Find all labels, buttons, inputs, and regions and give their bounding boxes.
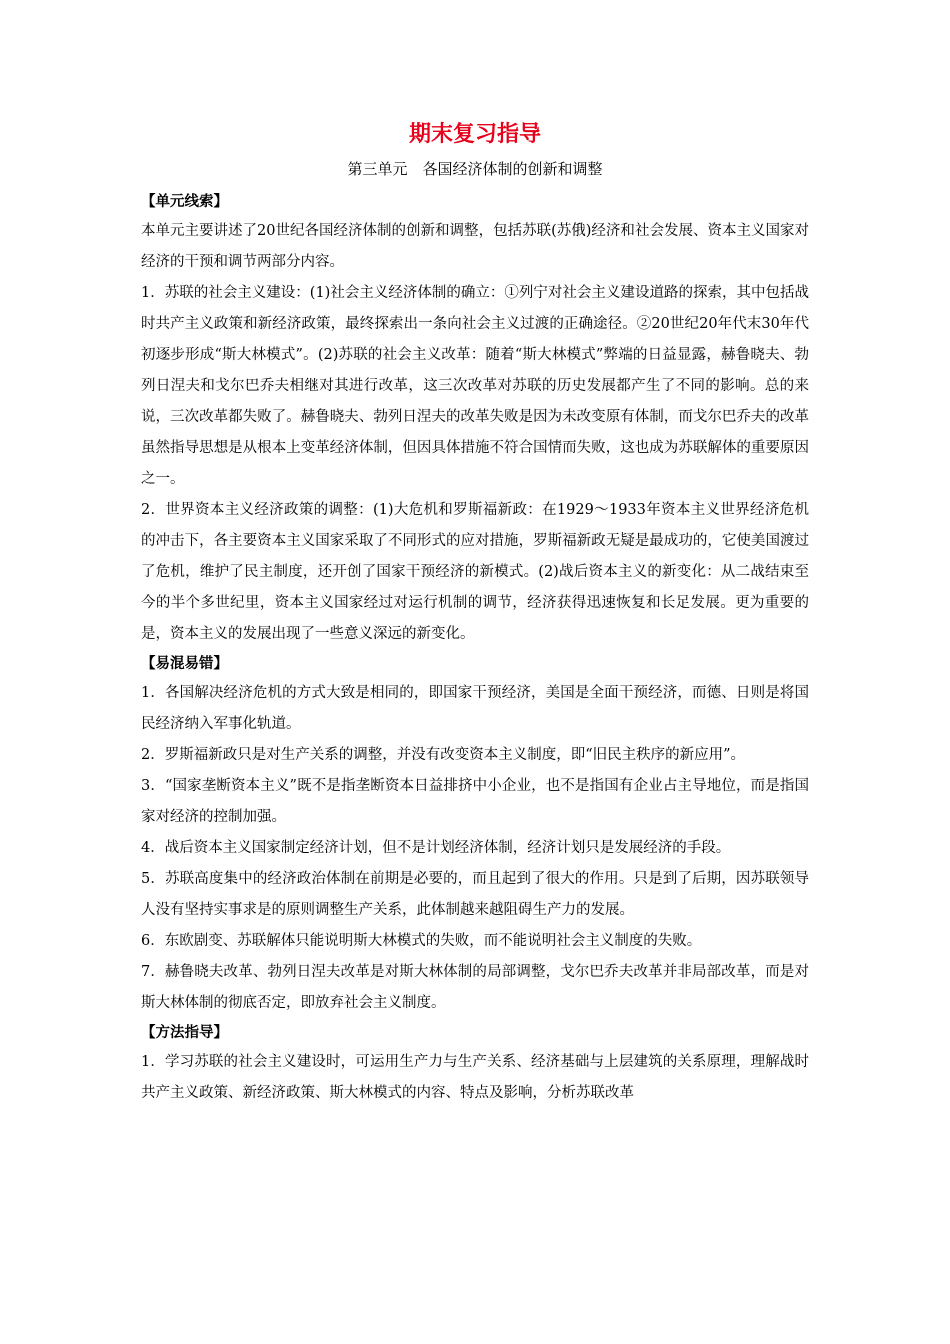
paragraph: 2．罗斯福新政只是对生产关系的调整，并没有改变资本主义制度，即“旧民主秩序的新应用”。 (141, 747, 746, 763)
paragraph: 6．东欧剧变、苏联解体只能说明斯大林模式的失败，而不能说明社会主义制度的失败。 (141, 933, 702, 949)
section-unit-clues (141, 188, 809, 650)
paragraph: 2．世界资本主义经济政策的调整：(1)大危机和罗斯福新政：在1929～1933年资本主义世界经济危机的冲击下，各主要资本主义国家采取了不同形式的应对措施，罗斯福新政无疑是最成功的，它使美国渡过了危机，维护了民主制度，还开创了国家干预经济的新模式。(2)战后资本主义的新变化：从二战结束至今的半个多世纪里，资本主义国家经过对运行机制的调节，经济获得迅速恢复和长足发展。更为重要的是，资本主义的发展出现了一些意义深远的新变化。 (141, 502, 809, 642)
section-heading: 【易混易错】 (141, 656, 228, 672)
paragraph: 1．学习苏联的社会主义建设时，可运用生产力与生产关系、经济基础与上层建筑的关系原理，理解战时共产主义政策、新经济政策、斯大林模式的内容、特点及影响，分析苏联改革 (141, 1054, 809, 1101)
paragraph: 本单元主要讲述了20世纪各国经济体制的创新和调整，包括苏联(苏俄)经济和社会发展、资本主义国家对经济的干预和调节两部分内容。 (141, 223, 809, 270)
document-title: 期末复习指导 (408, 122, 541, 147)
paragraph: 7．赫鲁晓夫改革、勃列日涅夫改革是对斯大林体制的局部调整，戈尔巴乔夫改革并非局部改革，而是对斯大林体制的彻底否定，即放弃社会主义制度。 (141, 964, 809, 1011)
paragraph: 3．“国家垄断资本主义”既不是指垄断资本日益排挤中小企业，也不是指国有企业占主导地位，而是指国家对经济的控制加强。 (141, 778, 809, 825)
section-heading: 【方法指导】 (141, 1025, 228, 1041)
document-content (141, 118, 809, 1109)
paragraph: 1．各国解决经济危机的方式大致是相同的，即国家干预经济，美国是全面干预经济，而德、日则是将国民经济纳入军事化轨道。 (141, 685, 809, 732)
section-heading: 【单元线索】 (141, 194, 228, 210)
paragraph: 4．战后资本主义国家制定经济计划，但不是计划经济体制，经济计划只是发展经济的手段。 (141, 840, 731, 856)
document-subtitle: 第三单元 各国经济体制的创新和调整 (347, 160, 603, 178)
paragraph: 5．苏联高度集中的经济政治体制在前期是必要的，而且起到了很大的作用。只是到了后期，因苏联领导人没有坚持实事求是的原则调整生产关系，此体制越来越阻碍生产力的发展。 (141, 871, 809, 918)
section-common-mistakes (141, 650, 809, 1019)
section-method-guidance (141, 1019, 809, 1109)
paragraph: 1．苏联的社会主义建设：(1)社会主义经济体制的确立：①列宁对社会主义建设道路的探索，其中包括战时共产主义政策和新经济政策，最终探索出一条向社会主义过渡的正确途径。②20世纪20年代末30年代初逐步形成“斯大林模式”。(2)苏联的社会主义改革：随着“斯大林模式”弊端的日益显露，赫鲁晓夫、勃列日涅夫和戈尔巴乔夫相继对其进行改革，这三次改革对苏联的历史发展都产生了不同的影响。总的来说，三次改革都失败了。赫鲁晓夫、勃列日涅夫的改革失败是因为未改变原有体制，而戈尔巴乔夫的改革虽然指导思想是从根本上变革经济体制，但因具体措施不符合国情而失败，这也成为苏联解体的重要原因之一。 (141, 285, 809, 487)
